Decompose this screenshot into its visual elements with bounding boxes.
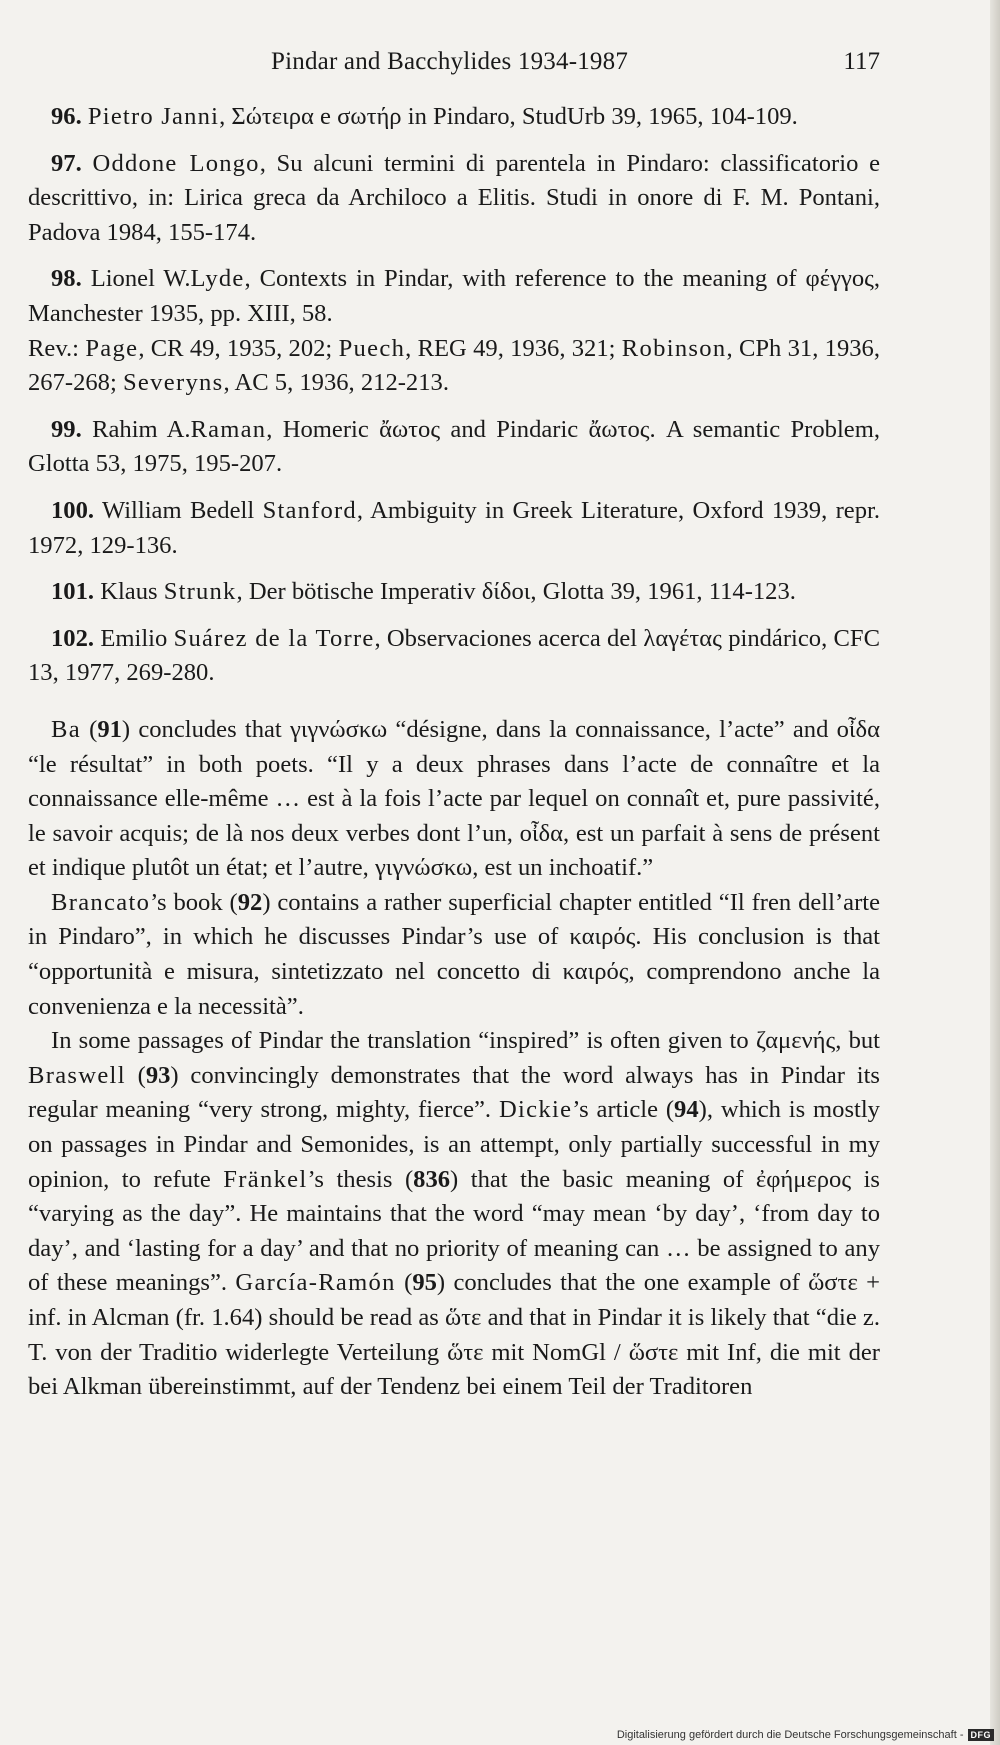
text-run: ’s thesis (	[307, 1165, 414, 1193]
text-run: (	[395, 1269, 413, 1297]
entry-number: 97.	[51, 149, 82, 177]
bibliography-entry-98	[28, 262, 880, 331]
entry-author: Lyde	[190, 265, 245, 293]
entry-author-first: Klaus	[100, 578, 158, 606]
reviewer-name: Severyns	[122, 369, 224, 397]
entry-text: , Der bötische Imperativ δίδοι, Glotta 39, 1961, 114-123.	[236, 578, 796, 606]
bibliography-entry-96	[28, 100, 880, 135]
bibliography-entry-102	[28, 622, 880, 691]
reference-number: 836	[413, 1165, 451, 1193]
text-run: In some passages of Pindar the translation “inspired” is often given to ζαμενής, but	[51, 1027, 880, 1055]
entry-author-first: Emilio	[100, 624, 168, 652]
text-run: ) that the basic meaning of ἐφήμερος is “varying as the day”. He maintains that the word “may mean ‘by day’, ‘from day to day’, and ‘lasting for a day’ and that no priority of meaning can … be assigned to any of these meanings”.	[28, 1165, 881, 1297]
entry-number: 100.	[51, 496, 95, 524]
entry-text: , Observaciones acerca del λαγέτας pindárico, CFC 13, 1977, 269-280.	[28, 624, 881, 687]
text-run: (	[80, 715, 98, 743]
body-paragraph-1	[28, 713, 880, 886]
entry-author-first: Rahim A.	[92, 415, 191, 443]
running-header	[28, 48, 880, 88]
author-name: Brancato	[51, 888, 151, 916]
text-run: ’s article (	[572, 1096, 675, 1124]
entry-number: 99.	[51, 415, 82, 443]
digitization-credit	[617, 1729, 994, 1741]
reference-number: 91	[97, 715, 122, 743]
reference-number: 95	[412, 1269, 437, 1297]
entry-author: Oddone Longo	[92, 149, 260, 177]
author-name: García-Ramón	[235, 1269, 396, 1297]
entry-author-first: Lionel W.	[90, 265, 191, 293]
text-run: ), which is mostly on passages in Pindar and Semonides, is an attempt, only partially successful in my opinion, to refute	[28, 1096, 880, 1193]
entry-number: 98.	[51, 265, 82, 293]
dfg-logo: DFG	[968, 1729, 995, 1741]
reference-number: 92	[237, 888, 263, 916]
author-name: Braswell	[28, 1061, 126, 1089]
text-run: ) concludes that γιγνώσκω “désigne, dans la connaissance, l’acte” and οἶδα “le résultat” in both poets. “Il y a deux phrases dans l’acte de connaître et la connaissance elle-même … est à la fois l’acte par lequel on connaît et, pure passivité, le savoir acquis; de là nos deux verbes dont l’un, οἶδα, est un parfait à sens de présent et indique plutôt un état; et l’autre, γιγνώσκω, est un inchoatif.”	[28, 715, 880, 882]
entry-number: 101.	[51, 578, 95, 606]
entry-number: 102.	[51, 624, 95, 652]
text-run: ) concludes that the one example of ὥστε + inf. in Alcman (fr. 1.64) should be read as ὥτε and that in Pindar it is likely that “die z. T. von der Traditio widerlegte Verteilung ὥτε mit NomGl / ὥστε mit Inf, die mit der bei Alkman übereinstimmt, auf der Tendenz bei einem Teil der Traditoren	[28, 1269, 880, 1401]
bibliography-entry-97	[28, 147, 880, 251]
review-ref: , AC 5, 1936, 212-213.	[223, 369, 449, 397]
page-number: 117	[843, 48, 880, 75]
entry-author: Pietro Janni	[87, 103, 220, 130]
bibliography-entry-99	[28, 413, 880, 482]
entry-number: 96.	[51, 103, 82, 130]
entry-text: , Su alcuni termini di parentela in Pindaro: classificatorio e descrittivo, in: Lirica greca da Archiloco a Elitis. Studi in onore di F. M. Pontani, Padova 1984, 155-174.	[28, 149, 881, 246]
review-ref: , CR 49, 1935, 202;	[138, 334, 339, 362]
reference-number: 94	[674, 1096, 699, 1124]
bibliography-entry-101	[28, 575, 880, 610]
review-ref: , REG 49, 1936, 321;	[405, 334, 622, 362]
entry-author: Suárez de la Torre	[173, 624, 375, 652]
reviewer-name: Puech	[338, 334, 406, 362]
entry-text: , Ambiguity in Greek Literature, Oxford 1939, repr. 1972, 129-136.	[28, 496, 880, 559]
body-paragraph-2	[28, 886, 880, 1024]
review-label: Rev.:	[28, 334, 80, 362]
author-name: Dickie	[498, 1096, 573, 1124]
reviewer-name: Page	[85, 334, 139, 362]
text-run: ) convincingly demonstrates that the word always has in Pindar its regular meaning “very strong, mighty, fierce”.	[28, 1061, 880, 1124]
running-title: Pindar and Bacchylides 1934-1987	[271, 48, 629, 75]
reference-number: 93	[145, 1061, 171, 1089]
page-edge	[990, 0, 1000, 1745]
body-paragraph-3	[28, 1024, 880, 1405]
review-ref: , CPh 31, 1936, 267-268;	[28, 334, 880, 397]
page-body	[28, 100, 880, 1405]
text-run: ) contains a rather superficial chapter entitled “Il fren dell’arte in Pindaro”, in which he discusses Pindar’s use of καιρός. His conclusion is that “opportunità e misura, sintetizzato nel concetto di καιρός, comprendono anche la convenienza e la necessità”.	[28, 888, 881, 1020]
entry-author: Raman	[190, 415, 267, 443]
text-run: (	[125, 1061, 146, 1089]
entry-text: , Homeric ἄωτος and Pindaric ἄωτος. A semantic Problem, Glotta 53, 1975, 195-207.	[28, 415, 880, 478]
reviewer-name: Robinson	[621, 334, 727, 362]
author-name: Fränkel	[223, 1165, 308, 1193]
entry-author-first: William Bedell	[102, 496, 255, 524]
entry-author: Strunk	[163, 578, 237, 606]
author-name: Ba	[51, 715, 81, 743]
credit-text: Digitalisierung gefördert durch die Deutsche Forschungsgemeinschaft -	[616, 1729, 964, 1741]
review-list	[28, 332, 880, 401]
entry-text: , Σώτειρα e σωτήρ in Pindaro, StudUrb 39, 1965, 104-109.	[219, 103, 798, 130]
text-run: ’s book (	[150, 888, 238, 916]
bibliography-entry-100	[28, 494, 880, 563]
entry-author: Stanford	[262, 496, 357, 524]
entry-text: , Contexts in Pindar, with reference to the meaning of φέγγος, Manchester 1935, pp. XIII, 58.	[28, 265, 880, 327]
